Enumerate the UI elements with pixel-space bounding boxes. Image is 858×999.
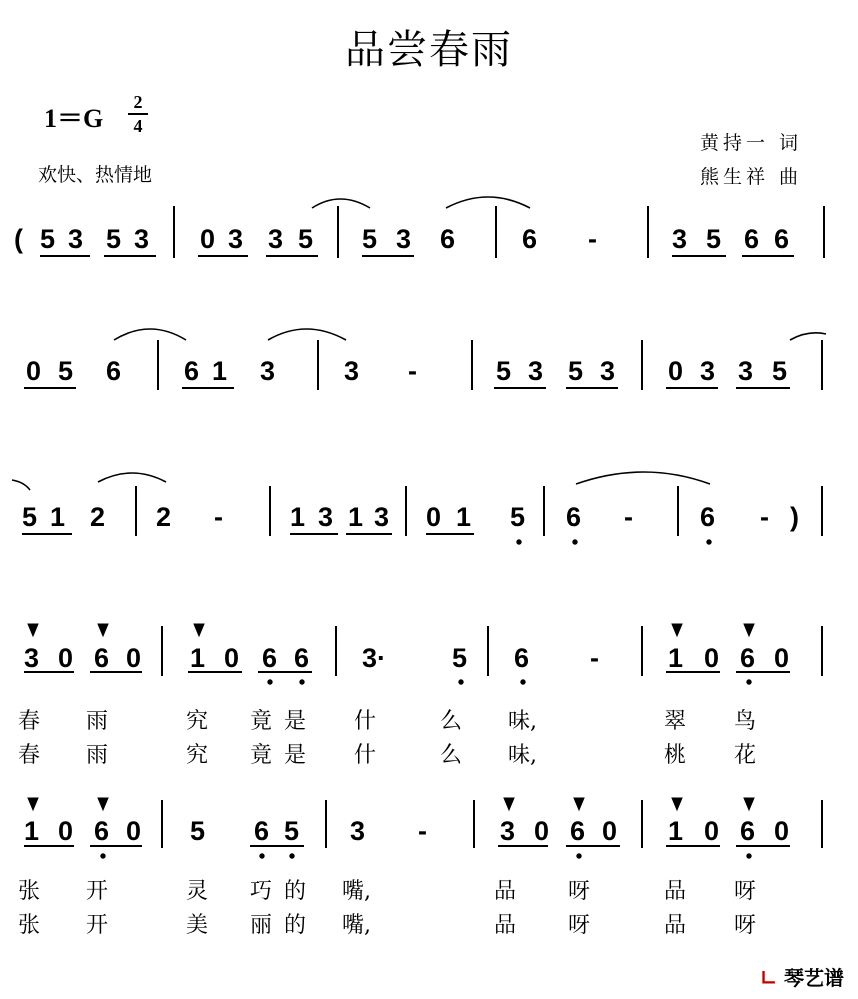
note: 3: [68, 224, 84, 254]
note: 5: [106, 224, 122, 254]
note: 5: [452, 643, 468, 673]
lyric: 竟: [250, 743, 273, 768]
note: 3: [350, 816, 366, 846]
note: 6: [570, 816, 586, 846]
lyric: 美: [186, 913, 209, 938]
note: 6: [440, 224, 456, 254]
lyric: 花: [734, 743, 757, 768]
slurs-row3: [12, 472, 710, 490]
note: 6: [94, 643, 110, 673]
lyric: 翠: [664, 709, 687, 734]
dash: -: [408, 356, 417, 386]
note: 6: [94, 816, 110, 846]
note: 2: [156, 502, 172, 532]
lyric: 竟: [250, 709, 273, 734]
dash: -: [588, 224, 597, 254]
page-title: 品尝春雨: [345, 27, 513, 73]
key-signature: 1＝G: [44, 104, 104, 133]
bar-lines-row4: [162, 626, 822, 676]
lyricist-credit: 黄持一 词: [700, 132, 803, 154]
note: 5: [510, 502, 526, 532]
note: 3: [24, 643, 40, 673]
note: 1: [190, 643, 206, 673]
lyric: 巧: [250, 879, 273, 904]
note: 3: [738, 356, 754, 386]
note: 5: [706, 224, 722, 254]
dash: -: [590, 643, 599, 673]
note: 0: [58, 643, 74, 673]
accents-row4: [28, 624, 754, 636]
lyric: 究: [186, 709, 209, 734]
note: 1: [50, 502, 66, 532]
note: 6: [700, 502, 716, 532]
lyric: 桃: [664, 743, 687, 768]
lyric: 味,: [508, 709, 537, 734]
brand-watermark: [760, 962, 844, 991]
note: 1: [668, 816, 684, 846]
note: 1: [24, 816, 40, 846]
lyric: 什: [354, 709, 377, 734]
bar-lines-row2: [158, 340, 822, 390]
note: 6: [254, 816, 270, 846]
note: 3: [318, 502, 334, 532]
note: 6: [774, 224, 790, 254]
note: 6: [514, 643, 530, 673]
note: 6: [184, 356, 200, 386]
low-octave-dots-row4: [268, 680, 751, 684]
lyric: 味,: [508, 743, 537, 768]
bar-lines-row1: [174, 206, 824, 258]
close-paren: ): [790, 502, 799, 532]
lyric: 的: [284, 913, 307, 938]
note: 1: [290, 502, 306, 532]
lyric: 嘴,: [342, 913, 371, 938]
note: 6: [522, 224, 538, 254]
lyric: 呀: [568, 879, 591, 904]
note-dotted: 3·: [362, 643, 387, 673]
note: 3: [396, 224, 412, 254]
low-octave-dots-row3: [517, 540, 711, 544]
note: 5: [284, 816, 300, 846]
lyric: 究: [186, 743, 209, 768]
lyric: 什: [354, 743, 377, 768]
lyric: 品: [664, 879, 687, 904]
accents-row5: [28, 798, 754, 810]
note: 6: [566, 502, 582, 532]
note: 3: [374, 502, 390, 532]
note: 0: [704, 816, 720, 846]
tempo-marking: 欢快、热情地: [38, 164, 153, 186]
time-signature-top: 2: [133, 92, 143, 112]
note: 0: [774, 816, 790, 846]
note: 3: [672, 224, 688, 254]
note: 0: [534, 816, 550, 846]
note: 1: [348, 502, 364, 532]
note: 3: [260, 356, 276, 386]
note: 3: [134, 224, 150, 254]
lyric: 鸟: [734, 709, 757, 734]
slurs-row1: [312, 197, 530, 208]
note: 0: [774, 643, 790, 673]
bar-lines-row3: [136, 486, 822, 536]
time-signature-bottom: 4: [133, 116, 143, 136]
composer-credit: 熊生祥 曲: [700, 166, 803, 188]
bar-lines-row5: [162, 800, 822, 848]
note: 5: [772, 356, 788, 386]
note: 0: [58, 816, 74, 846]
lyric: 么: [440, 743, 463, 768]
lyric: 呀: [568, 913, 591, 938]
lyric: 开: [86, 913, 109, 938]
note: 3: [528, 356, 544, 386]
lyric: 呀: [734, 913, 757, 938]
note: 6: [744, 224, 760, 254]
dash: -: [624, 502, 633, 532]
note: 5: [496, 356, 512, 386]
note: 0: [704, 643, 720, 673]
note: 0: [668, 356, 684, 386]
note: 6: [740, 643, 756, 673]
note: 3: [344, 356, 360, 386]
brand-name: 琴艺谱: [784, 966, 844, 990]
note: 6: [262, 643, 278, 673]
open-paren: (: [14, 224, 23, 254]
lyric: 的: [284, 879, 307, 904]
note: 5: [362, 224, 378, 254]
lyric: 张: [18, 913, 41, 938]
note: 0: [126, 816, 142, 846]
note: 5: [22, 502, 38, 532]
lyric: 春: [18, 709, 41, 734]
brand-logo-icon: ∟: [760, 966, 778, 990]
lyric: 丽: [250, 913, 273, 938]
lyric: 雨: [86, 743, 109, 768]
note: 2: [90, 502, 106, 532]
lyric: 品: [494, 879, 517, 904]
lyric: 是: [284, 743, 307, 768]
note: 0: [602, 816, 618, 846]
lyric: 张: [18, 879, 41, 904]
low-octave-dots-row5: [101, 854, 751, 858]
note: 6: [106, 356, 122, 386]
lyric: 嘴,: [342, 879, 371, 904]
note: 5: [58, 356, 74, 386]
dash: -: [214, 502, 223, 532]
lyric: 春: [18, 743, 41, 768]
note: 3: [700, 356, 716, 386]
lyric: 么: [440, 709, 463, 734]
note: 5: [568, 356, 584, 386]
slurs-row2: [114, 329, 826, 340]
lyric: 品: [494, 913, 517, 938]
note: 0: [26, 356, 42, 386]
dash: -: [418, 816, 427, 846]
note: 0: [224, 643, 240, 673]
note: 0: [126, 643, 142, 673]
note: 3: [228, 224, 244, 254]
note: 1: [668, 643, 684, 673]
note: 0: [426, 502, 442, 532]
lyric: 是: [284, 709, 307, 734]
lyric: 雨: [86, 709, 109, 734]
note: 1: [456, 502, 472, 532]
lyric: 呀: [734, 879, 757, 904]
note: 5: [40, 224, 56, 254]
note: 0: [200, 224, 216, 254]
note: 5: [298, 224, 314, 254]
note: 3: [500, 816, 516, 846]
dash: -: [760, 502, 769, 532]
lyric: 开: [86, 879, 109, 904]
lyric: 品: [664, 913, 687, 938]
note: 1: [212, 356, 228, 386]
lyric: 灵: [186, 879, 209, 904]
note: 6: [294, 643, 310, 673]
note: 3: [600, 356, 616, 386]
note: 6: [740, 816, 756, 846]
note: 5: [190, 816, 206, 846]
note: 3: [268, 224, 284, 254]
